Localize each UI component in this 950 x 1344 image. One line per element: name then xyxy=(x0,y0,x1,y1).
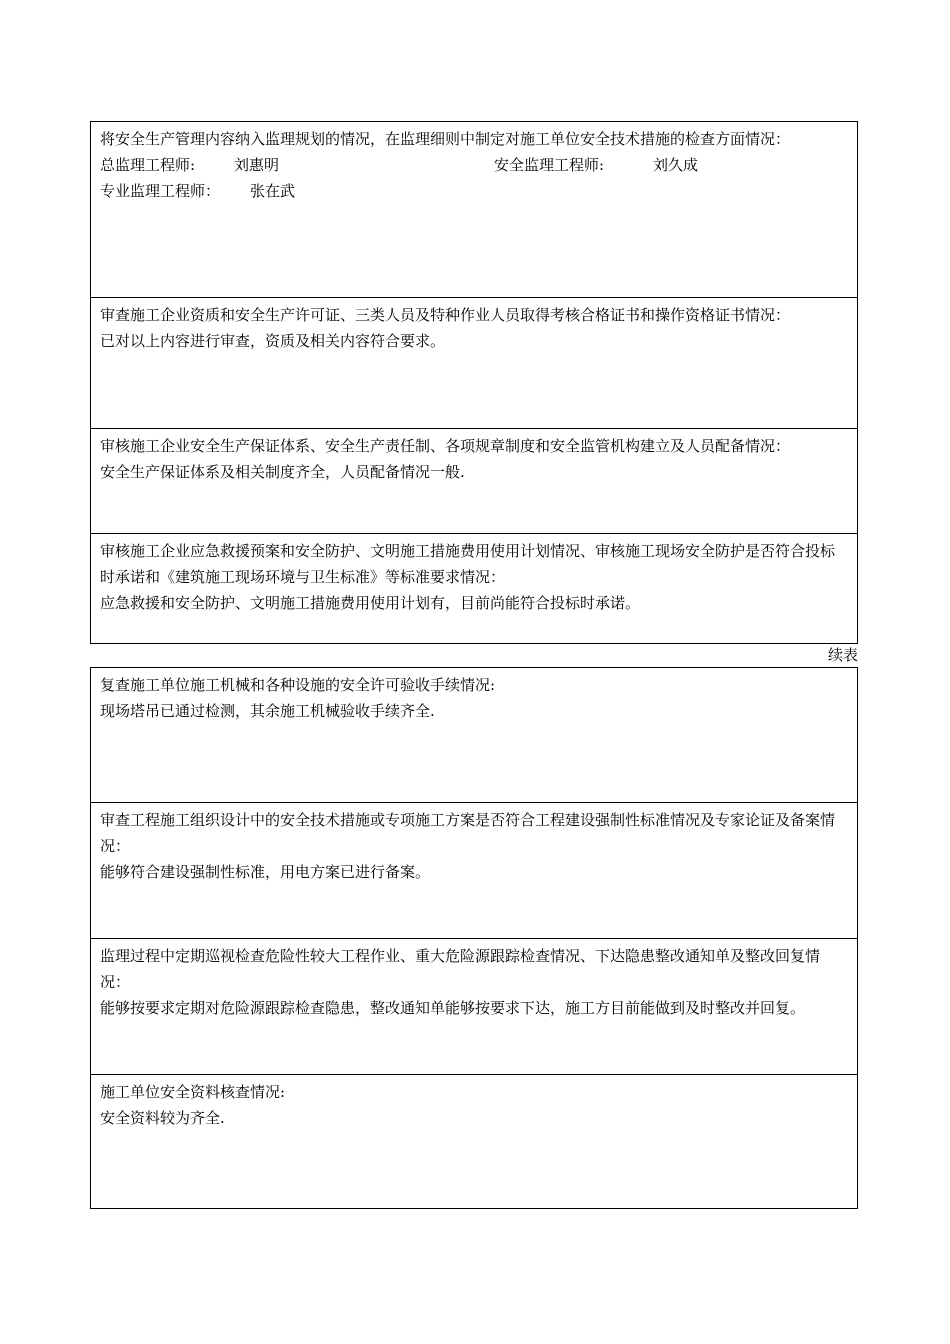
construction-plan-answer: 能够符合建设强制性标准，用电方案已进行备案。 xyxy=(100,863,431,881)
safety-system-question: 审核施工企业安全生产保证体系、安全生产责任制、各项规章制度和安全监管机构建立及人员配备情况： xyxy=(100,437,791,455)
qualification-answer: 已对以上内容进行审查，资质及相关内容符合要求。 xyxy=(100,332,446,350)
machinery-permit-row xyxy=(91,668,857,802)
supervision-table-part1 xyxy=(90,121,858,644)
continued-table-label: 续表 xyxy=(827,646,858,664)
emergency-plan-answer: 应急救援和安全防护、文明施工措施费用使用计划有，目前尚能符合投标时承诺。 xyxy=(100,594,641,612)
signature-line-1 xyxy=(100,152,848,178)
safety-plan-question: 将安全生产管理内容纳入监理规划的情况，在监理细则中制定对施工单位安全技术措施的检查方面情况： xyxy=(100,130,791,148)
safety-documents-row xyxy=(91,1074,857,1208)
specialty-engineer-name: 张在武 xyxy=(250,182,296,200)
construction-plan-question: 审查工程施工组织设计中的安全技术措施或专项施工方案是否符合工程建设强制性标准情况及专家论证及备案情况： xyxy=(100,811,836,855)
safety-engineer-name: 刘久成 xyxy=(653,156,699,174)
safety-plan-row xyxy=(91,122,857,297)
specialty-engineer-label: 专业监理工程师： xyxy=(100,182,221,200)
inspection-row xyxy=(91,938,857,1074)
signature-line-2 xyxy=(100,178,848,204)
inspection-question: 监理过程中定期巡视检查危险性较大工程作业、重大危险源跟踪检查情况、下达隐患整改通知单及整改回复情况： xyxy=(100,947,821,991)
safety-system-answer: 安全生产保证体系及相关制度齐全，人员配备情况一般. xyxy=(100,463,465,481)
inspection-answer: 能够按要求定期对危险源跟踪检查隐患，整改通知单能够按要求下达，施工方目前能做到及时整改并回复。 xyxy=(100,999,806,1017)
chief-engineer-label: 总监理工程师: xyxy=(100,156,196,174)
chief-engineer-name: 刘惠明 xyxy=(234,156,280,174)
construction-plan-row xyxy=(91,802,857,938)
emergency-plan-question: 审核施工企业应急救援预案和安全防护、文明施工措施费用使用计划情况、审核施工现场安全防护是否符合投标时承诺和《建筑施工现场环境与卫生标准》等标准要求情况： xyxy=(100,542,836,586)
safety-documents-question: 施工单位安全资料核查情况: xyxy=(100,1083,286,1101)
safety-documents-answer: 安全资料较为齐全. xyxy=(100,1109,225,1127)
safety-system-row xyxy=(91,428,857,533)
supervision-table-part2 xyxy=(90,667,858,1209)
machinery-question: 复查施工单位施工机械和各种设施的安全许可验收手续情况: xyxy=(100,676,496,694)
emergency-plan-row xyxy=(91,533,857,643)
safety-engineer-label: 安全监理工程师: xyxy=(494,156,605,174)
machinery-answer: 现场塔吊已通过检测，其余施工机械验收手续齐全. xyxy=(100,702,435,720)
qualification-review-row xyxy=(91,297,857,428)
qualification-question: 审查施工企业资质和安全生产许可证、三类人员及特种作业人员取得考核合格证书和操作资格证书情况： xyxy=(100,306,791,324)
